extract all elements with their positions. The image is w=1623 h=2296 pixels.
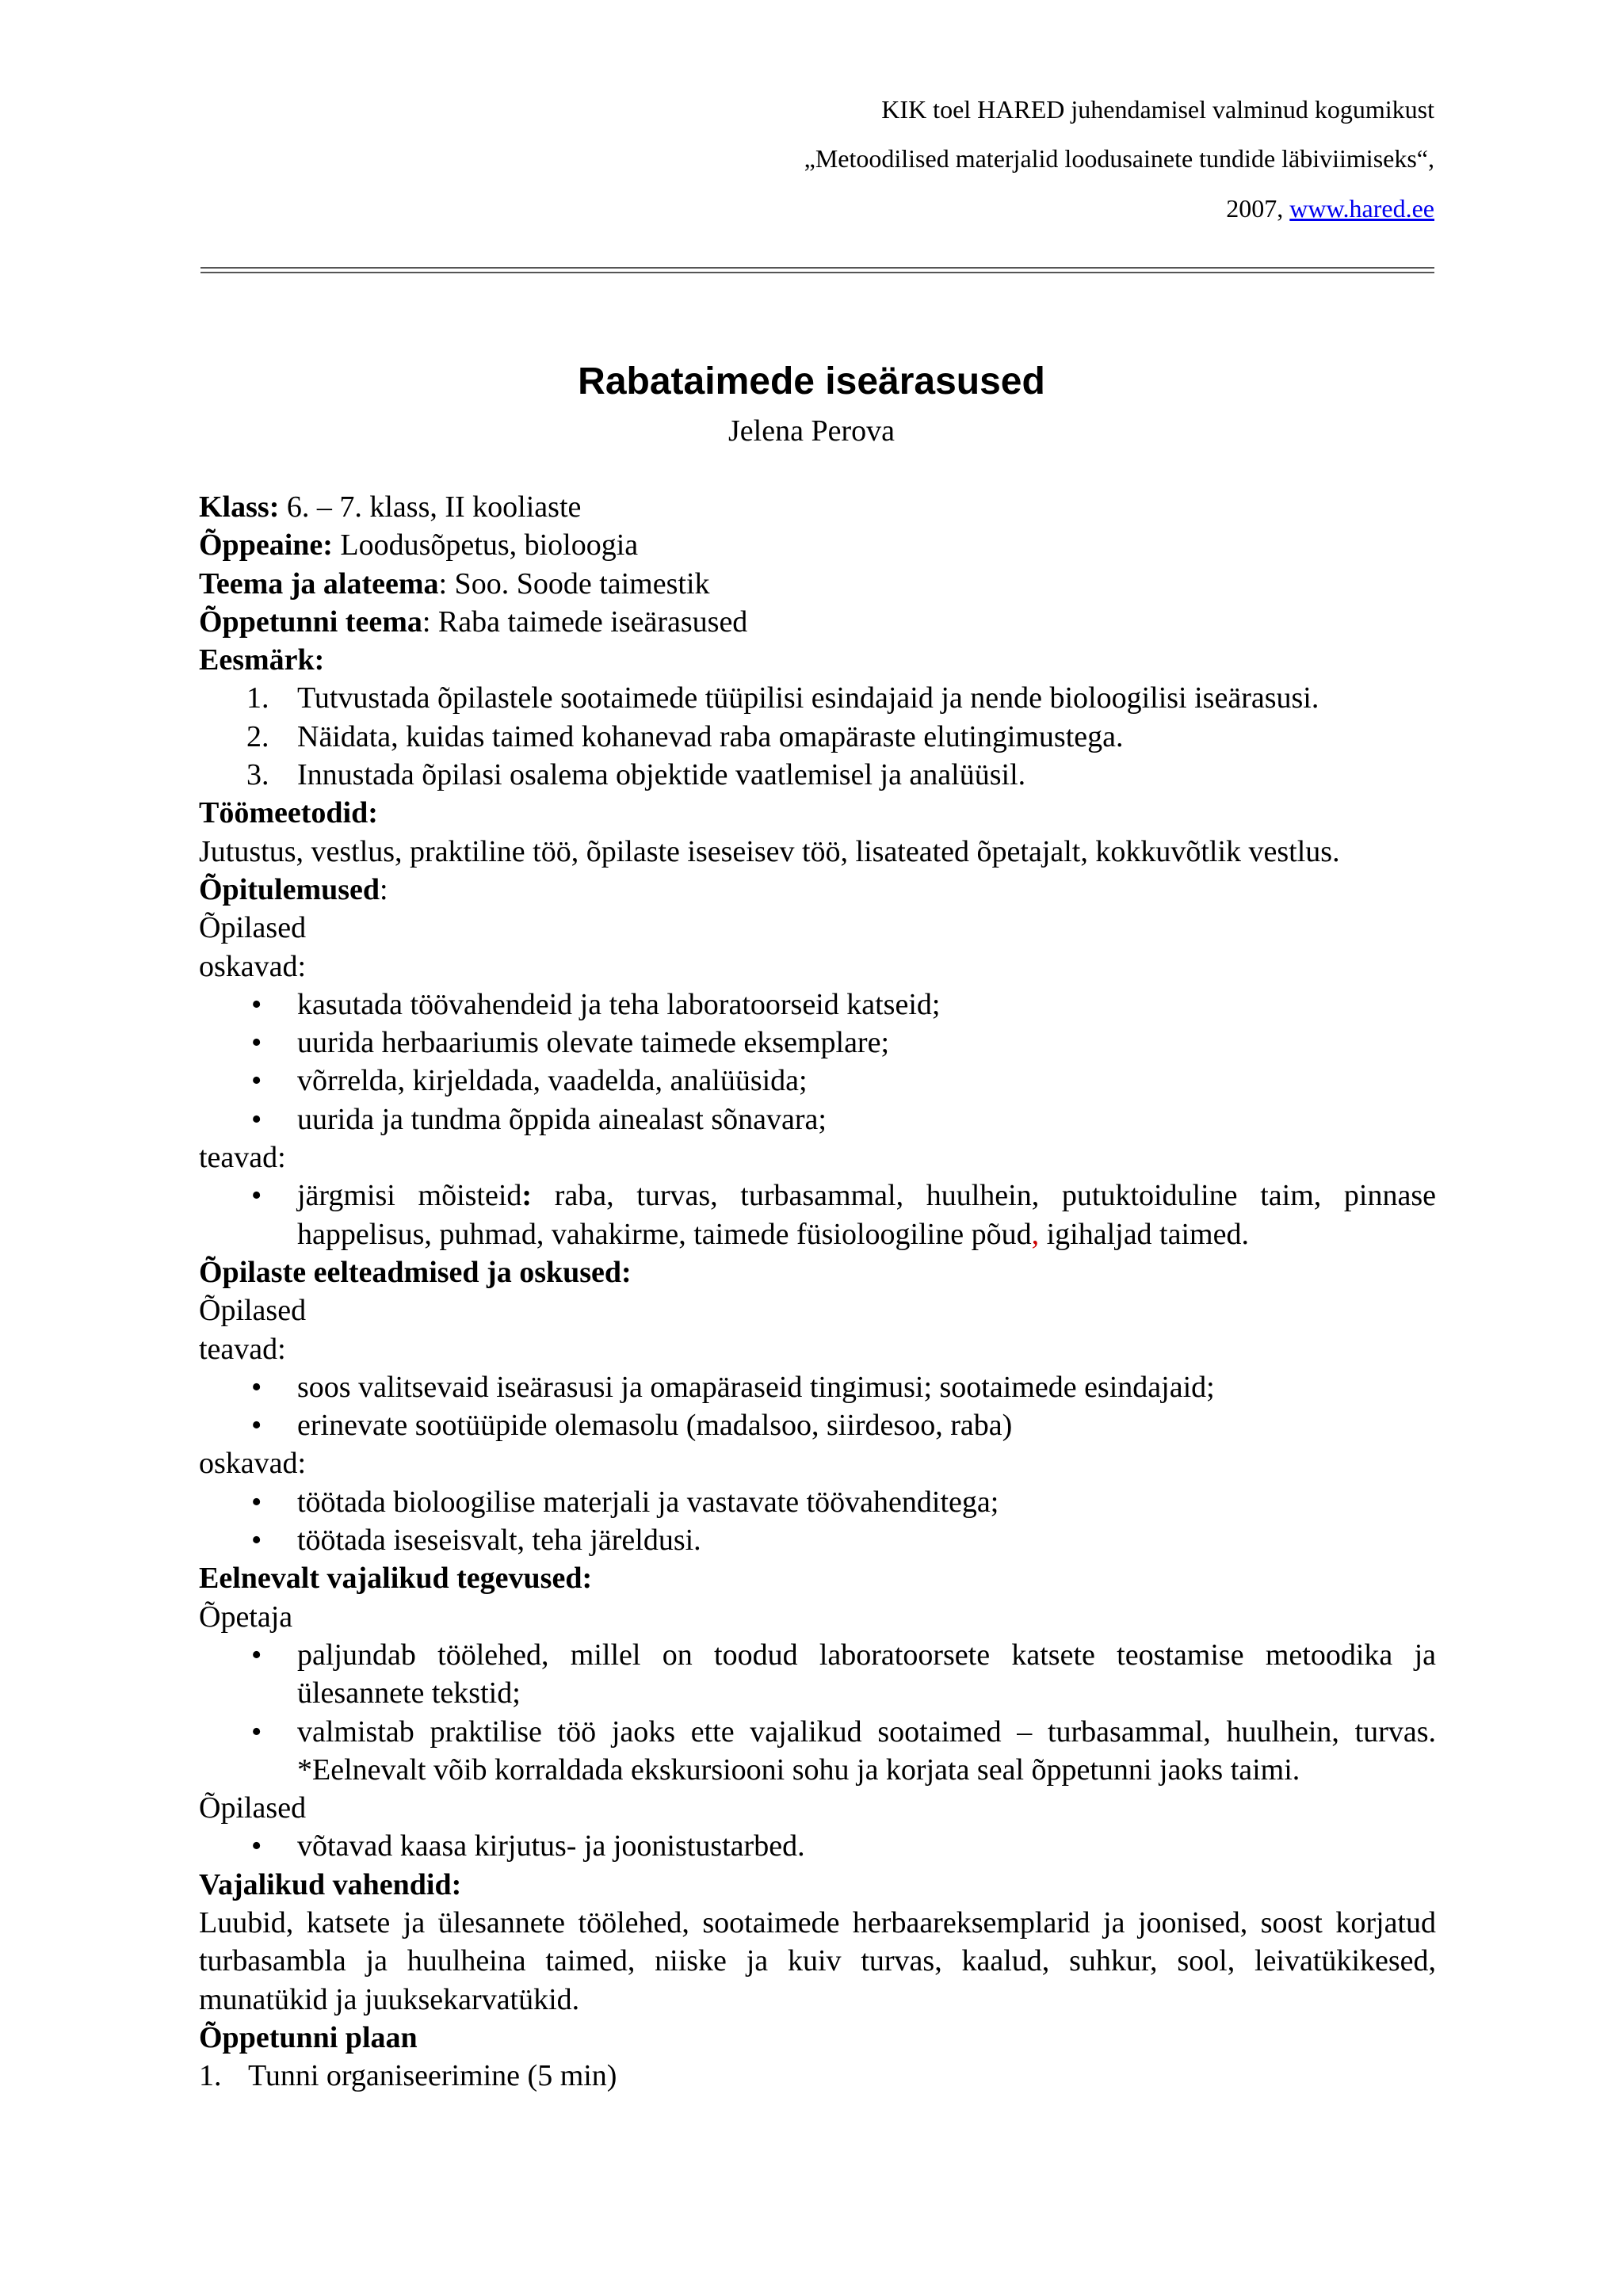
list-item: • töötada iseseisvalt, teha järeldusi. [199, 1521, 1436, 1559]
list-item: • erinevate sootüüpide olemasolu (madalsoo, siirdesoo, raba) [199, 1406, 1436, 1444]
section-heading-eesmark: Eesmärk: [199, 643, 325, 677]
bullet-icon: • [251, 987, 262, 1021]
meta-oppeaine: Õppeaine: Loodusõpetus, bioloogia [199, 528, 639, 563]
bullet-icon: • [251, 1026, 262, 1060]
header-divider-top [200, 267, 1434, 271]
document-body [199, 488, 1436, 2095]
bullet-icon: • [251, 1102, 262, 1136]
header-line-1: KIK toel HARED juhendamisel valminud kogumikust [881, 95, 1434, 124]
bullet-icon: • [251, 1485, 262, 1519]
section-heading-plaan: Õppetunni plaan [199, 2020, 418, 2054]
list-item: • soos valitsevaid iseärasusi ja omapäraseid tingimusi; sootaimede esindajaid; [199, 1368, 1436, 1406]
header-line-3 [1226, 193, 1434, 224]
section-heading-vahendid: Vajalikud vahendid: [199, 1867, 462, 1901]
meta-tunniteema: Õppetunni teema: Raba taimede iseärasused [199, 605, 748, 639]
opitulemused-oskavad-list [199, 986, 1436, 1138]
bullet-icon: • [251, 1524, 262, 1558]
opitulemused-teavad-list [199, 1177, 1436, 1253]
header-line-2: „Metoodilised materjalid loodusainete tundide läbiviimiseks“, [804, 144, 1434, 173]
hared-link[interactable]: www.hared.ee [1289, 194, 1434, 223]
plaan-item: 1. Tunni organiseerimine (5 min) [199, 2059, 617, 2093]
eelnevalt-opilased-list [199, 1827, 1436, 1865]
list-item: • võrrelda, kirjeldada, vaadelda, analüüsida; [199, 1062, 1436, 1100]
eesmark-list [199, 679, 1436, 794]
eelnevalt-opetaja-list [199, 1636, 1436, 1789]
vahendid-text: Luubid, katsete ja ülesannete töölehed, sootaimede herbaareksemplarid ja joonised, soost korjatud turbasambla ja huulheina taimed, niiske ja kuiv turvas, kaalud, suhkur, sool, leivatükikesed, munatükid ja juuksekarvatükid. [199, 1905, 1436, 2016]
eelteadmised-teavad-list [199, 1368, 1436, 1445]
bullet-icon: • [251, 1638, 262, 1672]
bullet-icon: • [251, 1714, 262, 1749]
list-item: • valmistab praktilise töö jaoks ette vajalikud sootaimed – turbasammal, huulhein, turvas. *Eelnevalt võib korraldada ekskursiooni sohu ja korjata seal õppetunni jaoks taimi. [199, 1713, 1436, 1790]
list-item: • paljundab töölehed, millel on toodud laboratoorsete katsete teostamise metoodika ja ülesannete tekstid; [199, 1636, 1436, 1713]
list-item: 2. Näidata, kuidas taimed kohanevad raba omapäraste elutingimustega. [246, 719, 1124, 753]
list-item: • võtavad kaasa kirjutus- ja joonistustarbed. [199, 1827, 1436, 1865]
bullet-icon: • [251, 1064, 262, 1098]
list-item: • kasutada töövahendeid ja teha laboratoorseid katseid; [199, 986, 1436, 1024]
bullet-icon: • [251, 1829, 262, 1863]
list-item: • järgmisi mõisteid: raba, turvas, turbasammal, huulhein, putuktoiduline taim, pinnase happelisus, puhmad, vahakirme, taimede füsioloogiline põud, igihaljad taimed. [199, 1177, 1436, 1253]
list-item: 1. Tutvustada õpilastele sootaimede tüüpilisi esindajaid ja nende bioloogilisi iseärasusi. [246, 681, 1319, 715]
meta-teema: Teema ja alateema: Soo. Soode taimestik [199, 566, 710, 601]
meta-klass: Klass: 6. – 7. klass, II kooliaste [199, 490, 582, 524]
header-year: 2007, [1226, 194, 1290, 223]
document-title: Rabataimede iseärasused [578, 360, 1045, 402]
eelnevalt-opetaja: Õpetaja [199, 1600, 293, 1634]
eelteadmised-oskavad-list [199, 1483, 1436, 1560]
list-item: 3. Innustada õpilasi osalema objektide vaatlemisel ja analüüsil. [246, 758, 1026, 792]
section-heading-toomeetodid: Töömeetodid: [199, 796, 378, 830]
header-divider-bottom [200, 272, 1434, 276]
bullet-icon: • [251, 1409, 262, 1443]
opitulemused-teavad-label: teavad: [199, 1141, 286, 1175]
eelteadmised-teavad-label: teavad: [199, 1332, 286, 1366]
section-heading-eelnevalt: Eelnevalt vajalikud tegevused: [199, 1562, 593, 1596]
list-item: • töötada bioloogilise materjali ja vastavate töövahenditega; [199, 1483, 1436, 1521]
toomeetodid-text: Jutustus, vestlus, praktiline töö, õpilaste iseseisev töö, lisateated õpetajalt, kokkuvõtlik vestlus. [199, 834, 1340, 868]
opitulemused-oskavad-label: oskavad: [199, 949, 307, 983]
eelnevalt-opilased: Õpilased [199, 1791, 307, 1825]
opitulemused-subject: Õpilased [199, 911, 307, 945]
red-comma: , [1031, 1217, 1040, 1251]
bullet-icon: • [251, 1370, 262, 1404]
eelteadmised-oskavad-label: oskavad: [199, 1447, 307, 1481]
section-heading-eelteadmised: Õpilaste eelteadmised ja oskused: [199, 1255, 632, 1289]
section-heading-opitulemused: Õpitulemused: [199, 872, 388, 906]
bullet-icon: • [251, 1179, 262, 1213]
document-author: Jelena Perova [728, 414, 895, 448]
list-item: • uurida ja tundma õppida ainealast sõnavara; [199, 1100, 1436, 1138]
eelteadmised-subject: Õpilased [199, 1294, 307, 1328]
list-item: • uurida herbaariumis olevate taimede eksemplare; [199, 1024, 1436, 1062]
